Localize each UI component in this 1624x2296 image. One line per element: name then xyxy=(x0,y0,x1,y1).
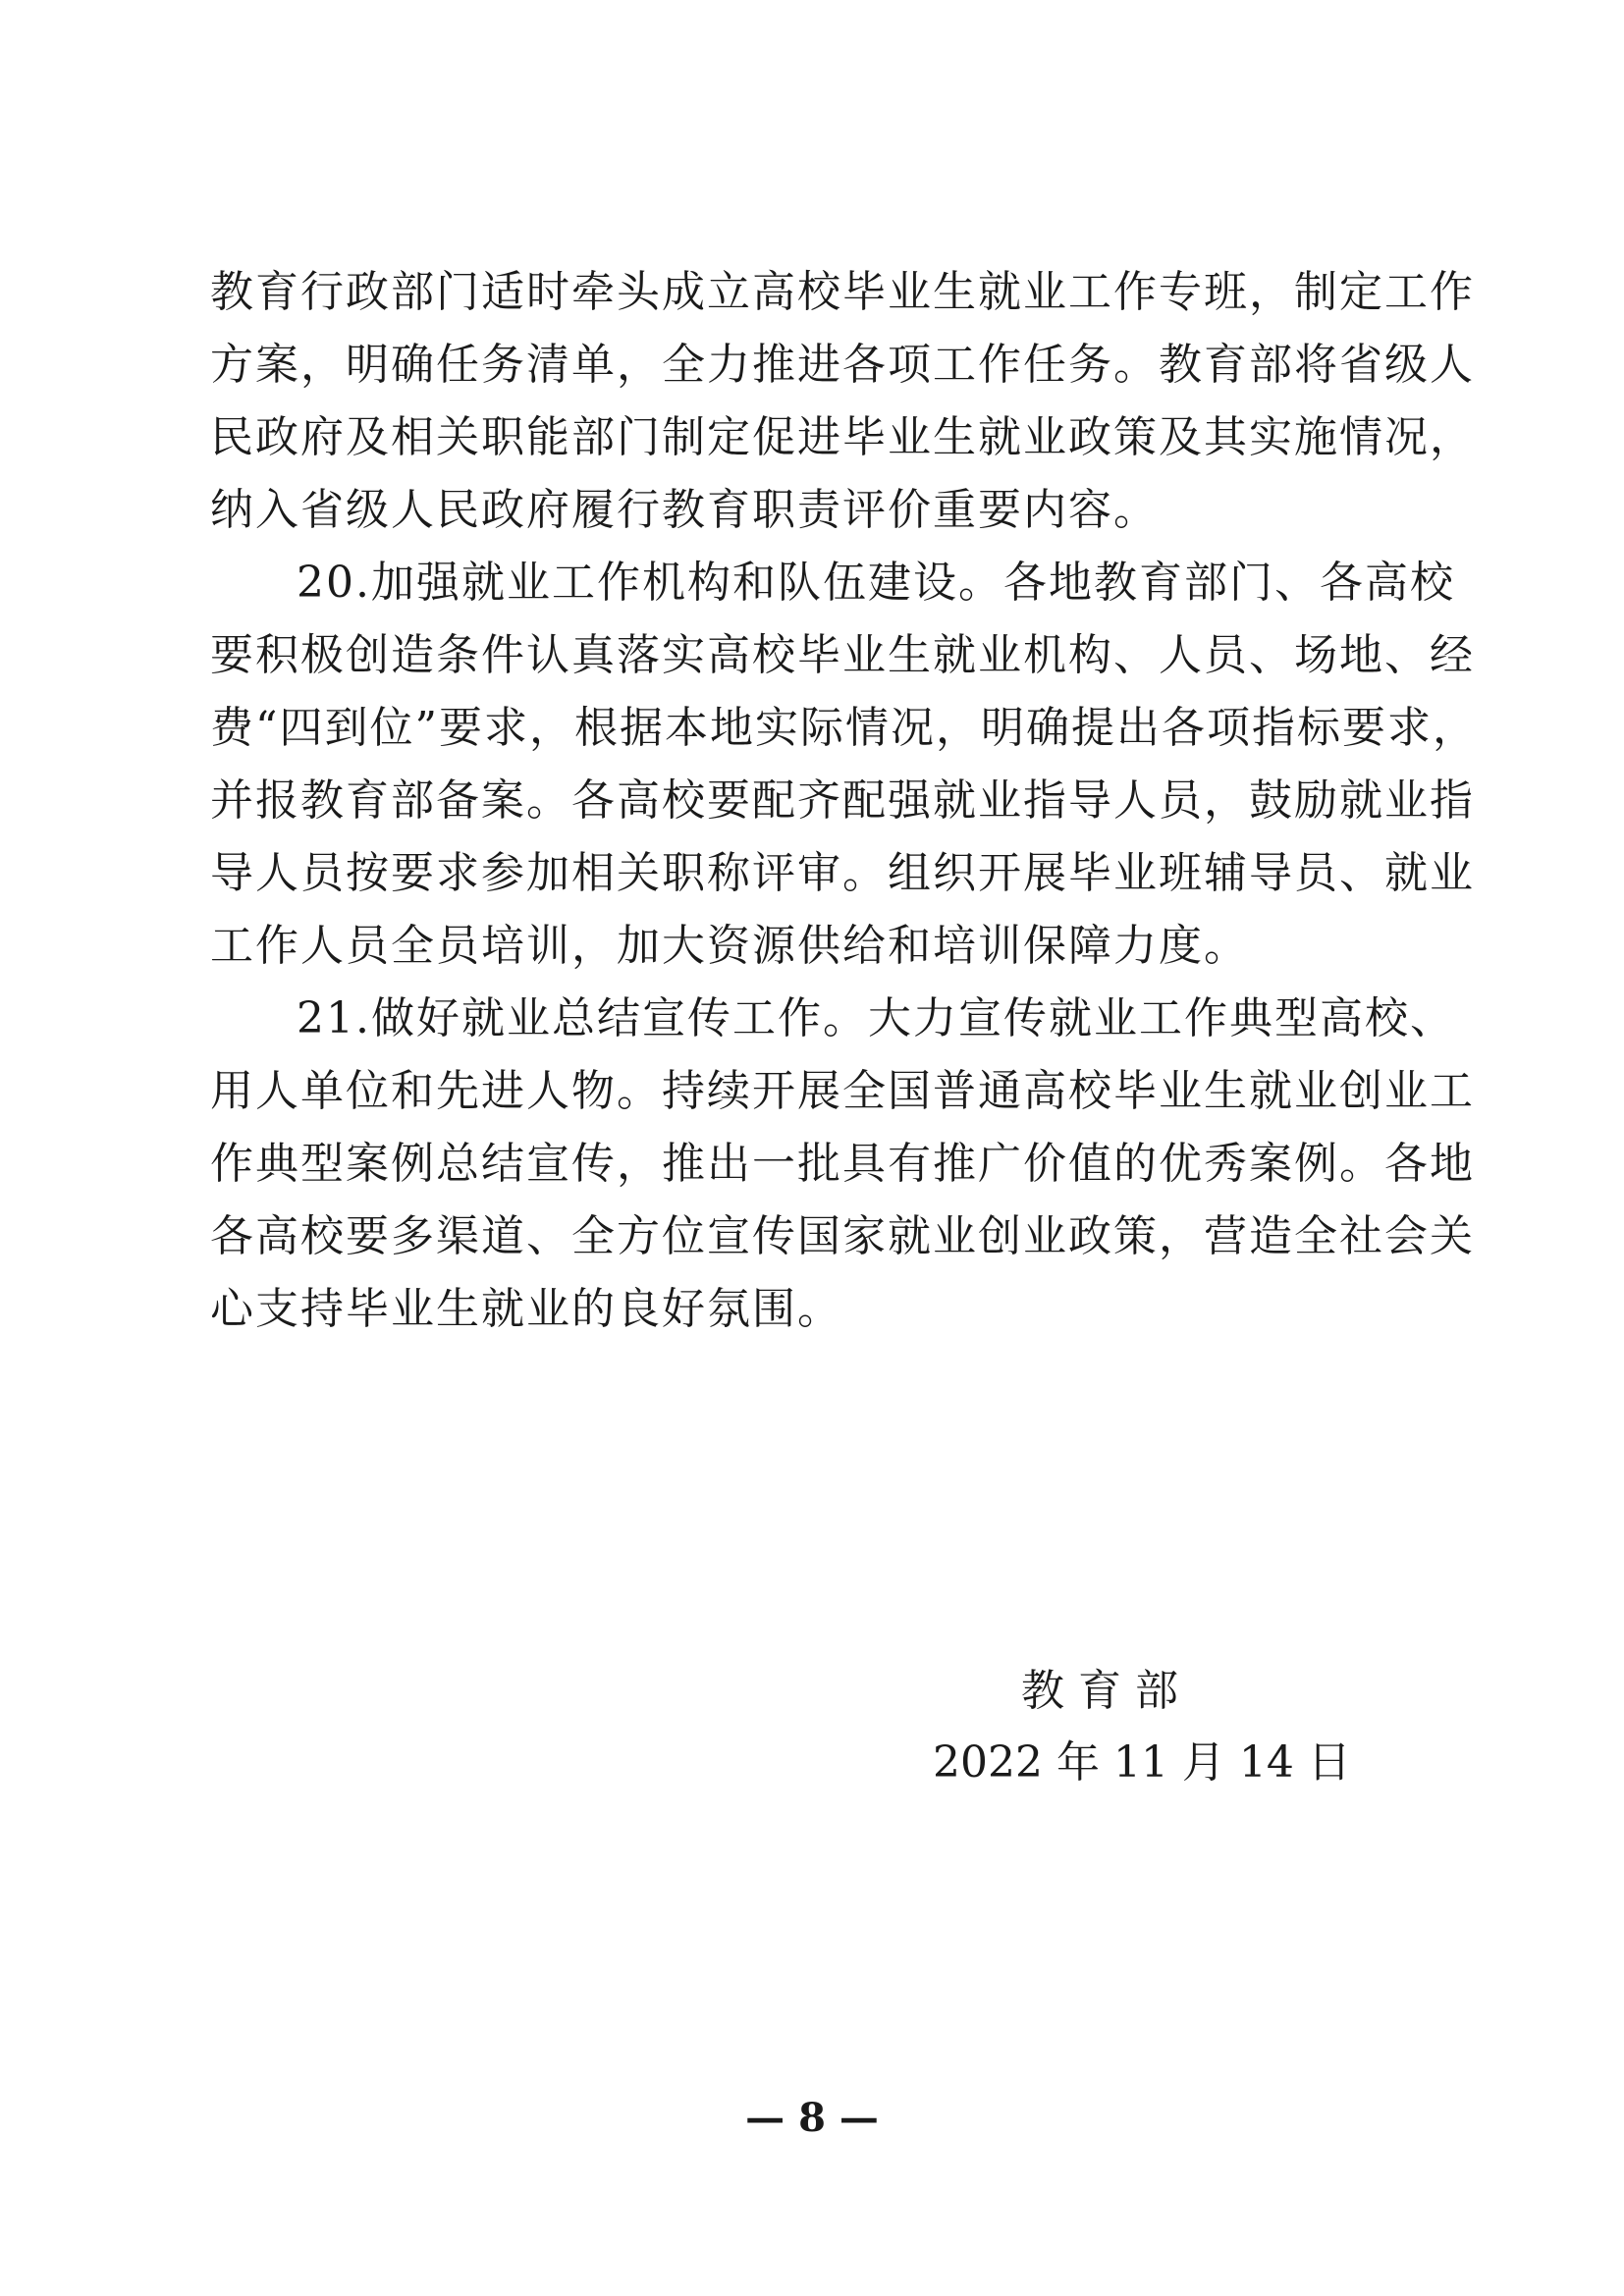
paragraph-3-line-5: 心支持毕业生就业的良好氛围。 xyxy=(210,1284,842,1334)
paragraph-2-line-1: 20.加强就业工作机构和队伍建设。各地教育部门、各高校 xyxy=(297,558,1455,608)
issue-date: 2022 年 11 月 14 日 xyxy=(933,1737,1351,1788)
paragraph-1-line-1: 教育行政部门适时牵头成立高校毕业生就业工作专班，制定工作 xyxy=(210,267,1475,317)
paragraph-3-line-4: 各高校要多渠道、全方位宣传国家就业创业政策，营造全社会关 xyxy=(210,1211,1475,1261)
issuer-signature: 教育部 xyxy=(1021,1666,1192,1716)
paragraph-2-line-4: 并报教育部备案。各高校要配齐配强就业指导人员，鼓励就业指 xyxy=(210,775,1475,826)
paragraph-2-line-6: 工作人员全员培训，加大资源供给和培训保障力度。 xyxy=(210,921,1249,971)
paragraph-3-line-3: 作典型案例总结宣传，推出一批具有推广价值的优秀案例。各地 xyxy=(210,1139,1475,1189)
page-number: — 8 — xyxy=(745,2095,879,2141)
paragraph-1-line-2: 方案，明确任务清单，全力推进各项工作任务。教育部将省级人 xyxy=(210,340,1475,390)
paragraph-2-line-5: 导人员按要求参加相关职称评审。组织开展毕业班辅导员、就业 xyxy=(210,848,1475,898)
paragraph-1-line-3: 民政府及相关职能部门制定促进毕业生就业政策及其实施情况， xyxy=(210,412,1475,462)
paragraph-2-line-3: 费“四到位”要求，根据本地实际情况，明确提出各项指标要求， xyxy=(210,703,1478,753)
paragraph-1-line-4: 纳入省级人民政府履行教育职责评价重要内容。 xyxy=(210,485,1159,535)
paragraph-3-line-2: 用人单位和先进人物。持续开展全国普通高校毕业生就业创业工 xyxy=(210,1066,1475,1116)
paragraph-3-line-1: 21.做好就业总结宣传工作。大力宣传就业工作典型高校、 xyxy=(297,993,1455,1043)
paragraph-2-line-2: 要积极创造条件认真落实高校毕业生就业机构、人员、场地、经 xyxy=(210,630,1475,680)
